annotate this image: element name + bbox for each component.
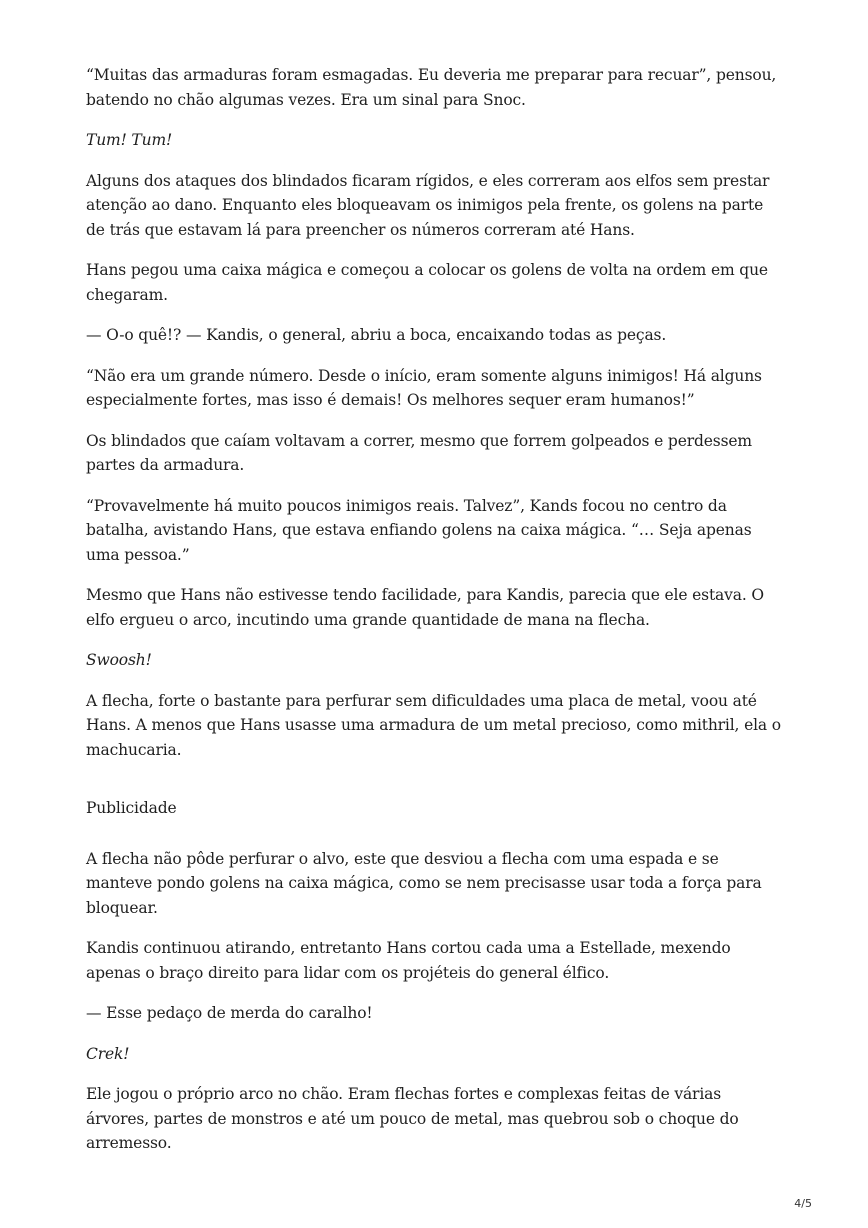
paragraph: “Muitas das armaduras foram esmagadas. Eu deveria me preparar para recuar”, pensou, batendo no chão algumas vezes. Era um sinal para Snoc. <box>86 66 777 109</box>
paragraph: A flecha, forte o bastante para perfurar sem dificuldades uma placa de metal, voou até Hans. A menos que Hans usasse uma armadura de um metal precioso, como mithril, ela o machucaria. <box>86 691 781 759</box>
paragraph: Os blindados que caíam voltavam a correr, mesmo que forrem golpeados e perdessem partes da armadura. <box>86 431 752 474</box>
paragraph: “Não era um grande número. Desde o início, eram somente alguns inimigos! Há alguns especialmente fortes, mas isso é demais! Os melhores sequer eram humanos!” <box>86 366 762 409</box>
sound-effect: Swoosh! <box>86 651 152 669</box>
paragraph: Ele jogou o próprio arco no chão. Eram flechas fortes e complexas feitas de várias árvores, partes de monstros e até um pouco de metal, mas quebrou sob o choque do arremesso. <box>86 1085 739 1152</box>
dialogue-line: — O-o quê!? — Kandis, o general, abriu a boca, encaixando todas as peças. <box>86 326 667 344</box>
paragraph: Alguns dos ataques dos blindados ficaram rígidos, e eles correram aos elfos sem prestar atenção ao dano. Enquanto eles bloqueavam os inimigos pela frente, os golens na parte de trás que estavam lá para preencher os números correram até Hans. <box>86 171 770 239</box>
paragraph: A flecha não pôde perfurar o alvo, este que desviou a flecha com uma espada e se manteve pondo golens na caixa mágica, como se nem precisasse usar toda a força para bloquear. <box>86 849 762 917</box>
paragraph: “Provavelmente há muito poucos inimigos reais. Talvez”, Kands focou no centro da batalha, avistando Hans, que estava enfiando golens na caixa mágica. “… Seja apenas uma pessoa.” <box>86 496 752 564</box>
advertisement-label: Publicidade <box>86 799 177 817</box>
document-body <box>86 63 786 1172</box>
sound-effect: Tum! Tum! <box>86 131 173 149</box>
paragraph: Kandis continuou atirando, entretanto Hans cortou cada uma a Estellade, mexendo apenas o braço direito para lidar com os projéteis do general élfico. <box>86 939 731 982</box>
sound-effect: Crek! <box>86 1044 130 1063</box>
paragraph: Hans pegou uma caixa mágica e começou a colocar os golens de volta na ordem em que chegaram. <box>86 261 768 304</box>
page-number: 4/5 <box>794 1197 812 1210</box>
paragraph: Mesmo que Hans não estivesse tendo facilidade, para Kandis, parecia que ele estava. O elfo ergueu o arco, incutindo uma grande quantidade de mana na flecha. <box>86 586 764 629</box>
dialogue-line: — Esse pedaço de merda do caralho! <box>86 1004 373 1022</box>
